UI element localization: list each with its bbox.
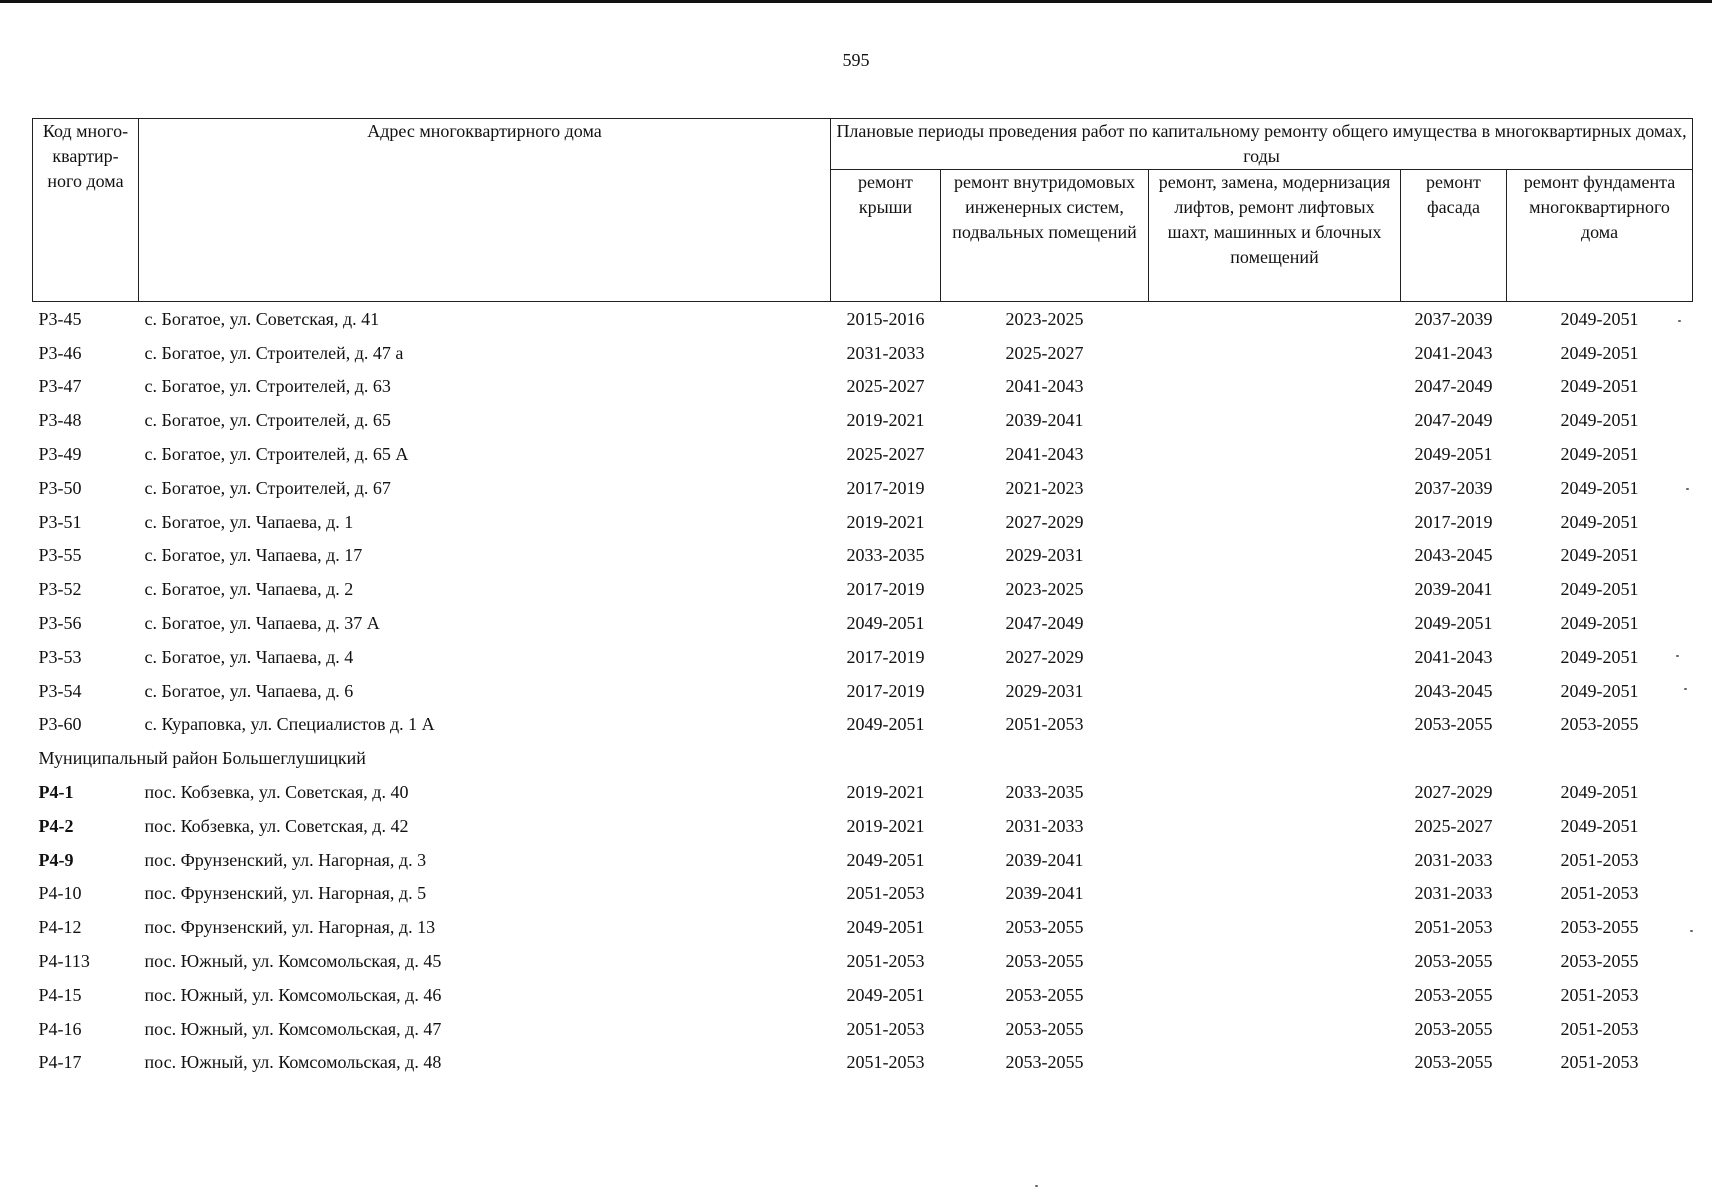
- building-address: пос. Южный, ул. Комсомольская, д. 46: [144, 984, 442, 1005]
- period-foundation: 2053-2055: [1560, 917, 1639, 938]
- period-engineering: 2053-2055: [1005, 1052, 1084, 1073]
- building-address: пос. Фрунзенский, ул. Нагорная, д. 13: [144, 917, 436, 938]
- period-facade: 2053-2055: [1414, 1018, 1493, 1039]
- header-elevators: ремонт, замена, модернизация лифтов, ремонт лифтовых шахт, машинных и блочных помещений: [1149, 170, 1401, 302]
- building-code: Р3-56: [38, 613, 82, 634]
- period-facade: 2047-2049: [1414, 376, 1493, 397]
- period-roof: 2025-2027: [846, 444, 925, 465]
- table-row: [33, 910, 1693, 944]
- building-address: пос. Кобзевка, ул. Советская, д. 40: [144, 782, 409, 803]
- period-elevators: [1149, 674, 1401, 708]
- table-row: [33, 674, 1693, 708]
- period-elevators: [1149, 708, 1401, 742]
- table-row: [33, 403, 1693, 437]
- period-elevators: [1149, 775, 1401, 809]
- period-engineering: 2027-2029: [1005, 646, 1084, 667]
- header-foundation: ремонт фундамента многоквартирного дома: [1507, 170, 1693, 302]
- period-roof: 2017-2019: [846, 680, 925, 701]
- period-engineering: 2029-2031: [1005, 545, 1084, 566]
- period-foundation: 2049-2051: [1560, 613, 1639, 634]
- period-elevators: [1149, 471, 1401, 505]
- period-elevators: [1149, 843, 1401, 877]
- period-elevators: [1149, 572, 1401, 606]
- building-address: пос. Южный, ул. Комсомольская, д. 45: [144, 951, 442, 972]
- page-top-border: [0, 0, 1712, 3]
- period-elevators: [1149, 539, 1401, 573]
- period-engineering: 2031-2033: [1005, 815, 1084, 836]
- building-address: с. Богатое, ул. Строителей, д. 67: [144, 477, 391, 498]
- period-elevators: [1149, 877, 1401, 911]
- building-code: Р4-1: [38, 782, 74, 803]
- building-code: Р3-52: [38, 579, 82, 600]
- table-row: [33, 302, 1693, 336]
- period-foundation: 2049-2051: [1560, 308, 1639, 329]
- period-facade: 2041-2043: [1414, 646, 1493, 667]
- period-foundation: 2053-2055: [1560, 714, 1639, 735]
- building-code: Р4-10: [38, 883, 82, 904]
- period-engineering: 2023-2025: [1005, 579, 1084, 600]
- period-roof: 2049-2051: [846, 917, 925, 938]
- table-row: [33, 572, 1693, 606]
- period-foundation: 2049-2051: [1560, 511, 1639, 532]
- period-roof: 2019-2021: [846, 410, 925, 431]
- scan-speck: [1686, 488, 1689, 490]
- period-engineering: 2053-2055: [1005, 951, 1084, 972]
- building-address: с. Богатое, ул. Строителей, д. 47 а: [144, 342, 404, 363]
- table-row: [33, 505, 1693, 539]
- period-foundation: 2049-2051: [1560, 815, 1639, 836]
- period-engineering: 2039-2041: [1005, 410, 1084, 431]
- period-elevators: [1149, 1012, 1401, 1046]
- table-row: [33, 336, 1693, 370]
- table-row: [33, 1012, 1693, 1046]
- table-header: [33, 119, 1693, 302]
- period-facade: 2037-2039: [1414, 477, 1493, 498]
- table-row: [33, 944, 1693, 978]
- scan-speck: [1035, 1185, 1038, 1187]
- period-roof: 2049-2051: [846, 849, 925, 870]
- period-foundation: 2049-2051: [1560, 782, 1639, 803]
- period-facade: 2053-2055: [1414, 984, 1493, 1005]
- period-foundation: 2049-2051: [1560, 646, 1639, 667]
- period-foundation: 2051-2053: [1560, 984, 1639, 1005]
- period-roof: 2033-2035: [846, 545, 925, 566]
- period-engineering: 2039-2041: [1005, 849, 1084, 870]
- period-engineering: 2023-2025: [1005, 308, 1084, 329]
- period-foundation: 2049-2051: [1560, 545, 1639, 566]
- period-elevators: [1149, 505, 1401, 539]
- building-address: с. Богатое, ул. Чапаева, д. 1: [144, 511, 354, 532]
- table-row: [33, 843, 1693, 877]
- building-address: пос. Фрунзенский, ул. Нагорная, д. 3: [144, 849, 427, 870]
- building-code: Р4-15: [38, 984, 82, 1005]
- period-roof: 2017-2019: [846, 646, 925, 667]
- scan-speck: [1678, 320, 1681, 322]
- period-elevators: [1149, 370, 1401, 404]
- table-row: [33, 539, 1693, 573]
- period-roof: 2019-2021: [846, 511, 925, 532]
- period-engineering: 2041-2043: [1005, 376, 1084, 397]
- period-engineering: 2029-2031: [1005, 680, 1084, 701]
- section-title: Муниципальный район Большеглушицкий: [38, 748, 366, 769]
- building-address: с. Богатое, ул. Чапаева, д. 37 А: [144, 613, 380, 634]
- building-address: с. Богатое, ул. Чапаева, д. 17: [144, 545, 363, 566]
- period-roof: 2017-2019: [846, 477, 925, 498]
- building-address: с. Кураповка, ул. Специалистов д. 1 А: [144, 714, 435, 735]
- period-roof: 2019-2021: [846, 815, 925, 836]
- period-foundation: 2049-2051: [1560, 444, 1639, 465]
- period-facade: 2049-2051: [1414, 613, 1493, 634]
- table-row: [33, 606, 1693, 640]
- period-facade: 2017-2019: [1414, 511, 1493, 532]
- period-roof: 2049-2051: [846, 714, 925, 735]
- period-roof: 2019-2021: [846, 782, 925, 803]
- period-roof: 2051-2053: [846, 883, 925, 904]
- period-roof: 2049-2051: [846, 613, 925, 634]
- building-code: Р3-47: [38, 376, 82, 397]
- building-code: Р3-49: [38, 444, 82, 465]
- table-row: [33, 775, 1693, 809]
- period-engineering: 2053-2055: [1005, 984, 1084, 1005]
- header-engineering: ремонт внутридомовых инженерных систем, подвальных помещений: [941, 170, 1149, 302]
- period-roof: 2051-2053: [846, 1052, 925, 1073]
- period-elevators: [1149, 403, 1401, 437]
- building-code: Р4-12: [38, 917, 82, 938]
- period-roof: 2031-2033: [846, 342, 925, 363]
- header-roof: ремонт крыши: [831, 170, 941, 302]
- period-engineering: 2051-2053: [1005, 714, 1084, 735]
- period-facade: 2051-2053: [1414, 917, 1493, 938]
- period-foundation: 2051-2053: [1560, 849, 1639, 870]
- period-foundation: 2049-2051: [1560, 579, 1639, 600]
- period-foundation: 2049-2051: [1560, 680, 1639, 701]
- period-facade: 2039-2041: [1414, 579, 1493, 600]
- header-periods: Плановые периоды проведения работ по капитальному ремонту общего имущества в многоквартирных домах, годы: [831, 119, 1693, 170]
- building-code: Р4-17: [38, 1052, 82, 1073]
- period-facade: 2027-2029: [1414, 782, 1493, 803]
- period-engineering: 2033-2035: [1005, 782, 1084, 803]
- period-facade: 2025-2027: [1414, 815, 1493, 836]
- building-code: Р3-50: [38, 477, 82, 498]
- period-facade: 2053-2055: [1414, 714, 1493, 735]
- period-elevators: [1149, 1046, 1401, 1080]
- building-address: с. Богатое, ул. Чапаева, д. 4: [144, 646, 354, 667]
- scan-speck: [1676, 655, 1679, 657]
- building-address: пос. Южный, ул. Комсомольская, д. 47: [144, 1018, 442, 1039]
- period-foundation: 2049-2051: [1560, 342, 1639, 363]
- building-code: Р4-9: [38, 849, 74, 870]
- building-address: пос. Южный, ул. Комсомольская, д. 48: [144, 1052, 442, 1073]
- scan-speck: [1690, 930, 1693, 932]
- period-elevators: [1149, 606, 1401, 640]
- building-code: Р3-51: [38, 511, 82, 532]
- building-address: с. Богатое, ул. Строителей, д. 65: [144, 410, 391, 431]
- period-foundation: 2051-2053: [1560, 1052, 1639, 1073]
- building-code: Р3-46: [38, 342, 82, 363]
- period-facade: 2047-2049: [1414, 410, 1493, 431]
- building-code: Р3-53: [38, 646, 82, 667]
- period-engineering: 2053-2055: [1005, 1018, 1084, 1039]
- table-row: [33, 370, 1693, 404]
- building-address: с. Богатое, ул. Советская, д. 41: [144, 308, 380, 329]
- period-engineering: 2041-2043: [1005, 444, 1084, 465]
- building-address: пос. Фрунзенский, ул. Нагорная, д. 5: [144, 883, 427, 904]
- table-row: [33, 708, 1693, 742]
- building-address: с. Богатое, ул. Строителей, д. 63: [144, 376, 391, 397]
- building-code: Р3-60: [38, 714, 82, 735]
- header-facade: ремонт фасада: [1401, 170, 1507, 302]
- period-facade: 2053-2055: [1414, 951, 1493, 972]
- table-row: [33, 809, 1693, 843]
- period-foundation: 2053-2055: [1560, 951, 1639, 972]
- building-code: Р3-55: [38, 545, 82, 566]
- period-elevators: [1149, 944, 1401, 978]
- period-elevators: [1149, 978, 1401, 1012]
- period-facade: 2041-2043: [1414, 342, 1493, 363]
- period-facade: 2037-2039: [1414, 308, 1493, 329]
- period-elevators: [1149, 437, 1401, 471]
- period-roof: 2015-2016: [846, 308, 925, 329]
- period-roof: 2017-2019: [846, 579, 925, 600]
- header-address: Адрес многоквартирного дома: [139, 119, 831, 302]
- period-elevators: [1149, 640, 1401, 674]
- table-row: [33, 437, 1693, 471]
- table-row: [33, 978, 1693, 1012]
- period-foundation: 2049-2051: [1560, 376, 1639, 397]
- period-elevators: [1149, 809, 1401, 843]
- table-row: [33, 640, 1693, 674]
- period-foundation: 2051-2053: [1560, 1018, 1639, 1039]
- period-facade: 2043-2045: [1414, 680, 1493, 701]
- period-facade: 2031-2033: [1414, 883, 1493, 904]
- building-code: Р3-45: [38, 308, 82, 329]
- building-address: с. Богатое, ул. Строителей, д. 65 А: [144, 444, 409, 465]
- repair-schedule-table: [32, 118, 1693, 1079]
- table-row: [33, 471, 1693, 505]
- building-address: с. Богатое, ул. Чапаева, д. 6: [144, 680, 354, 701]
- period-foundation: 2049-2051: [1560, 410, 1639, 431]
- building-code: Р4-113: [38, 951, 90, 972]
- period-roof: 2051-2053: [846, 951, 925, 972]
- period-roof: 2051-2053: [846, 1018, 925, 1039]
- building-address: пос. Кобзевка, ул. Советская, д. 42: [144, 815, 409, 836]
- building-address: с. Богатое, ул. Чапаева, д. 2: [144, 579, 354, 600]
- period-foundation: 2049-2051: [1560, 477, 1639, 498]
- period-foundation: 2051-2053: [1560, 883, 1639, 904]
- period-elevators: [1149, 302, 1401, 336]
- section-row: [33, 741, 1693, 775]
- header-code: Код много- квартир- ного дома: [33, 119, 139, 302]
- period-elevators: [1149, 336, 1401, 370]
- period-engineering: 2025-2027: [1005, 342, 1084, 363]
- building-code: Р4-2: [38, 815, 74, 836]
- building-code: Р3-54: [38, 680, 82, 701]
- page-number: 595: [842, 50, 870, 70]
- period-facade: 2053-2055: [1414, 1052, 1493, 1073]
- period-roof: 2049-2051: [846, 984, 925, 1005]
- period-engineering: 2027-2029: [1005, 511, 1084, 532]
- period-engineering: 2021-2023: [1005, 477, 1084, 498]
- building-code: Р4-16: [38, 1018, 82, 1039]
- table-row: [33, 877, 1693, 911]
- table-body: [33, 302, 1693, 1080]
- scan-speck: [1684, 688, 1687, 690]
- period-engineering: 2047-2049: [1005, 613, 1084, 634]
- period-roof: 2025-2027: [846, 376, 925, 397]
- period-facade: 2031-2033: [1414, 849, 1493, 870]
- building-code: Р3-48: [38, 410, 82, 431]
- repair-schedule-table-container: [32, 118, 1692, 1079]
- period-facade: 2043-2045: [1414, 545, 1493, 566]
- period-engineering: 2053-2055: [1005, 917, 1084, 938]
- period-engineering: 2039-2041: [1005, 883, 1084, 904]
- table-row: [33, 1046, 1693, 1080]
- period-elevators: [1149, 910, 1401, 944]
- period-facade: 2049-2051: [1414, 444, 1493, 465]
